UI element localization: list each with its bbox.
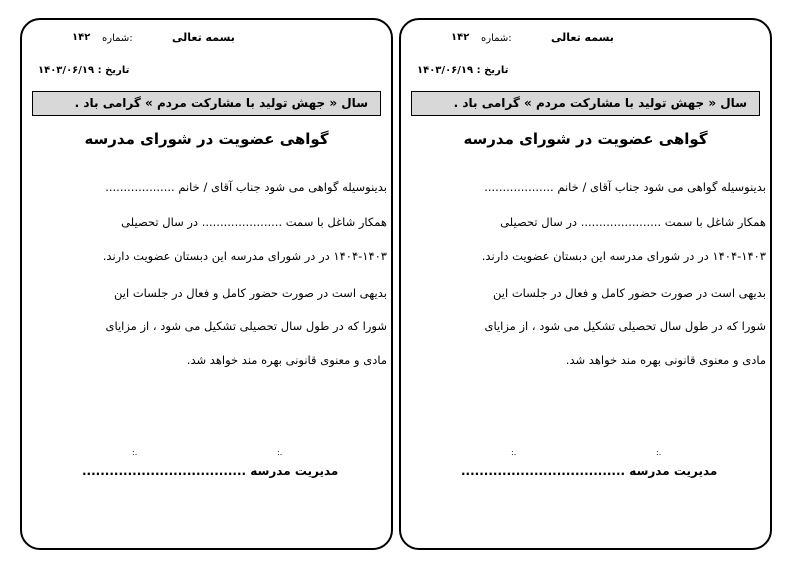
certificate-card-right <box>399 18 772 550</box>
number-label: شماره: <box>481 33 512 44</box>
signature-dots: :. <box>511 448 517 457</box>
certificate-title: گواهی عضویت در شورای مدرسه <box>463 130 708 148</box>
body-line-2: همکار شاغل با سمت ...................... در سال تحصیلی <box>121 215 387 229</box>
certificate-title: گواهی عضویت در شورای مدرسه <box>84 130 329 148</box>
number-value: ۱۴۲ <box>451 32 470 43</box>
body-line-3: ۱۴۰۴-۱۴۰۳ در در شورای مدرسه این دبستان عضویت دارند. <box>102 249 387 263</box>
body-line-6: مادی و معنوی قانونی بهره مند خواهد شد. <box>186 353 387 367</box>
body-line-4: بدیهی است در صورت حضور کامل و فعال در جلسات این <box>493 286 766 300</box>
principal-signature-line: مدیریت مدرسه .................................... <box>82 464 339 478</box>
body-line-1: بدینوسیله گواهی می شود جناب آقای / خانم ................... <box>105 180 387 194</box>
certificate-card-left <box>20 18 393 550</box>
body-line-5: شورا که در طول سال تحصیلی تشکیل می شود ، از مزایای <box>484 319 766 333</box>
body-line-5: شورا که در طول سال تحصیلی تشکیل می شود ، از مزایای <box>105 319 387 333</box>
body-line-2: همکار شاغل با سمت ...................... در سال تحصیلی <box>500 215 766 229</box>
body-line-6: مادی و معنوی قانونی بهره مند خواهد شد. <box>565 353 766 367</box>
number-value: ۱۴۲ <box>72 32 91 43</box>
number-label: شماره: <box>102 33 133 44</box>
signature-dots: :. <box>277 448 283 457</box>
date-label: تاریخ : ۱۴۰۳/۰۶/۱۹ <box>417 65 509 76</box>
signature-dots: :. <box>656 448 662 457</box>
date-label: تاریخ : ۱۴۰۳/۰۶/۱۹ <box>38 65 130 76</box>
body-line-1: بدینوسیله گواهی می شود جناب آقای / خانم ................... <box>484 180 766 194</box>
slogan-banner: سال « جهش تولید با مشارکت مردم » گرامی باد . <box>32 91 381 116</box>
bismillah-header: بسمه تعالی <box>551 31 614 44</box>
slogan-banner: سال « جهش تولید با مشارکت مردم » گرامی باد . <box>411 91 760 116</box>
principal-signature-line: مدیریت مدرسه .................................... <box>461 464 718 478</box>
signature-dots: :. <box>132 448 138 457</box>
body-line-3: ۱۴۰۴-۱۴۰۳ در در شورای مدرسه این دبستان عضویت دارند. <box>481 249 766 263</box>
bismillah-header: بسمه تعالی <box>172 31 235 44</box>
body-line-4: بدیهی است در صورت حضور کامل و فعال در جلسات این <box>114 286 387 300</box>
